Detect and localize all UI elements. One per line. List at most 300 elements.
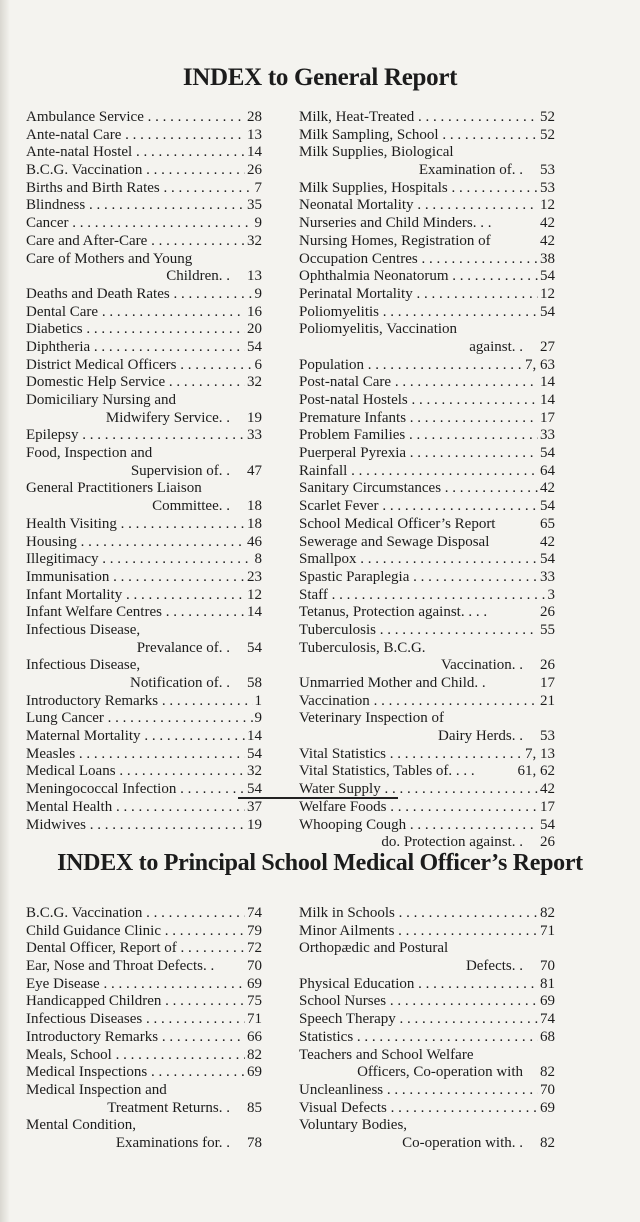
index-entry-topic: Medical Inspections . . . — [26, 1064, 262, 1082]
index-entry — [26, 958, 262, 976]
index-entry — [26, 180, 262, 198]
index-entry-page: 33 — [247, 427, 262, 444]
index-entry-topic: Ante-natal Hostel . . . — [26, 144, 262, 162]
index-entry-page: 69 — [247, 1064, 262, 1081]
index-entry — [299, 569, 555, 587]
index-entry — [26, 763, 262, 781]
index-entry-page: 13 — [247, 268, 262, 285]
index-entry-topic: Infant Mortality . . . — [26, 587, 262, 605]
index-entry-page: 26 — [540, 834, 555, 851]
index-entry-topic: Officers, Co-operation with — [357, 1064, 523, 1081]
index-entry — [299, 551, 555, 569]
index-entry-page: 33 — [540, 427, 555, 444]
index-entry-topic: Committee. . — [152, 498, 230, 515]
index-entry-page: 69 — [247, 975, 262, 992]
index-entry-page: 85 — [247, 1099, 262, 1116]
index-entry-topic: Sewerage and Sewage Disposal — [299, 533, 490, 550]
index-entry — [299, 233, 555, 251]
school-index-left-column — [26, 905, 262, 1153]
index-entry — [26, 357, 262, 375]
index-entry-topic: Tuberculosis . . . — [299, 622, 555, 640]
index-entry — [299, 516, 555, 534]
index-entry — [299, 693, 555, 711]
index-entry-page: 66 — [247, 1028, 262, 1045]
index-entry-topic: Nurseries and Child Minders. . . — [299, 215, 492, 232]
index-entry-page: 23 — [247, 568, 262, 585]
index-entry-topic: Speech Therapy . . . — [299, 1011, 555, 1029]
index-entry-page: 82 — [540, 1064, 555, 1081]
index-entry-topic: Epilepsy . . . — [26, 427, 262, 445]
index-entry-topic: Premature Infants . . . — [299, 410, 555, 428]
index-entry-page: 68 — [540, 1028, 555, 1045]
index-entry — [26, 923, 262, 941]
index-entry-topic: Veterinary Inspection of — [299, 710, 444, 727]
index-entry-topic: Milk Sampling, School . . . — [299, 127, 555, 145]
index-entry — [26, 1011, 262, 1029]
index-entry-topic: Health Visiting . . . — [26, 516, 262, 534]
index-entry-topic: Whooping Cough . . . — [299, 817, 555, 835]
index-entry — [299, 817, 555, 835]
index-entry-topic: Handicapped Children . . . — [26, 993, 262, 1011]
index-entry-page: 54 — [247, 745, 262, 762]
index-entry-page: 70 — [540, 1081, 555, 1098]
index-entry — [26, 427, 262, 445]
index-entry — [299, 480, 555, 498]
index-entry-page: 27 — [540, 338, 555, 355]
index-entry-topic: Care of Mothers and Young — [26, 250, 193, 267]
index-entry-page: 16 — [247, 303, 262, 320]
index-entry — [299, 251, 555, 269]
index-entry — [299, 799, 555, 817]
index-entry-topic: Introductory Remarks . . . — [26, 693, 262, 711]
index-entry — [26, 657, 262, 675]
index-entry-topic: Food, Inspection and — [26, 445, 153, 462]
index-entry-topic: Milk Supplies, Hospitals . . . — [299, 180, 555, 198]
index-entry — [299, 587, 555, 605]
index-entry — [299, 268, 555, 286]
index-entry-topic: Tuberculosis, B.C.G. — [299, 639, 426, 656]
index-entry — [26, 799, 262, 817]
index-entry-page: 70 — [540, 958, 555, 975]
index-entry — [26, 321, 262, 339]
index-entry — [26, 993, 262, 1011]
index-entry-page: 1 — [254, 692, 262, 709]
index-entry — [26, 693, 262, 711]
index-entry — [26, 1047, 262, 1065]
index-entry-topic: Dental Care . . . — [26, 304, 262, 322]
index-entry — [26, 587, 262, 605]
index-entry — [299, 604, 555, 622]
index-entry-page: 70 — [247, 958, 262, 975]
index-entry-page: 19 — [247, 409, 262, 426]
index-entry — [26, 746, 262, 764]
index-entry-page: 74 — [540, 1011, 555, 1028]
index-entry — [26, 374, 262, 392]
index-entry-topic: Treatment Returns. . — [107, 1099, 230, 1116]
index-entry — [26, 905, 262, 923]
index-entry — [26, 1029, 262, 1047]
index-entry-page: 12 — [247, 586, 262, 603]
index-entry — [299, 763, 555, 781]
index-entry-topic: Deaths and Death Rates . . . — [26, 286, 262, 304]
index-entry-page: 7, 13 — [525, 745, 555, 762]
index-entry — [299, 374, 555, 392]
index-entry-topic: Domiciliary Nursing and — [26, 392, 176, 408]
index-entry-topic: Eye Disease . . . — [26, 976, 262, 994]
index-entry-topic: School Nurses . . . — [299, 993, 555, 1011]
index-entry-page: 54 — [540, 498, 555, 515]
index-entry-topic: B.C.G. Vaccination . . . — [26, 905, 262, 923]
index-entry-topic: Smallpox . . . — [299, 551, 555, 569]
index-entry-page: 7 — [254, 179, 262, 196]
index-entry-topic: Milk, Heat-Treated . . . — [299, 109, 555, 127]
index-entry-topic: Diabetics . . . — [26, 321, 262, 339]
index-entry-page: 28 — [247, 109, 262, 125]
index-entry-topic: Physical Education . . . — [299, 976, 555, 994]
index-entry-topic: Supervision of. . — [130, 462, 230, 479]
index-entry-topic: Prevalance of. . — [136, 639, 230, 656]
index-entry-topic: Puerperal Pyrexia . . . — [299, 445, 555, 463]
index-entry — [299, 657, 555, 675]
index-entry — [299, 144, 555, 162]
index-entry-page: 79 — [247, 922, 262, 939]
index-entry — [26, 410, 262, 428]
index-entry-topic: Ambulance Service . . . — [26, 109, 262, 127]
index-entry — [26, 817, 262, 835]
index-entry — [26, 728, 262, 746]
index-entry-topic: Lung Cancer . . . — [26, 710, 262, 728]
general-index-right-column — [299, 109, 555, 852]
index-entry-topic: Rainfall . . . — [299, 463, 555, 481]
index-entry-page: 14 — [540, 392, 555, 408]
index-entry-page: 54 — [247, 639, 262, 656]
index-entry-topic: District Medical Officers . . . — [26, 357, 262, 375]
index-entry-page: 18 — [247, 515, 262, 532]
index-entry — [299, 958, 555, 976]
index-entry-page: 14 — [247, 144, 262, 161]
index-entry-topic: Mental Condition, — [26, 1117, 136, 1134]
index-entry — [26, 197, 262, 215]
index-entry-topic: against. . — [469, 338, 523, 355]
index-entry-page: 38 — [540, 250, 555, 267]
index-entry-topic: Examinations for. . — [115, 1134, 230, 1151]
index-entry-page: 72 — [247, 940, 262, 957]
index-entry — [26, 1117, 262, 1135]
index-entry-page: 75 — [247, 993, 262, 1010]
index-entry-topic: Domestic Help Service . . . — [26, 374, 262, 392]
index-entry — [299, 197, 555, 215]
index-entry-page: 61, 62 — [517, 763, 555, 780]
index-entry-topic: Care and After-Care . . . — [26, 233, 262, 251]
index-entry — [299, 710, 555, 728]
index-entry-topic: Mental Health . . . — [26, 799, 262, 817]
index-entry-topic: Cancer . . . — [26, 215, 262, 233]
index-entry-page: 26 — [247, 162, 262, 179]
index-entry — [26, 286, 262, 304]
index-entry — [299, 1135, 555, 1153]
index-entry-page: 71 — [540, 922, 555, 939]
index-entry-page: 32 — [247, 763, 262, 780]
index-entry-page: 18 — [247, 498, 262, 515]
index-entry-topic: Immunisation . . . — [26, 569, 262, 587]
index-entry-page: 69 — [540, 993, 555, 1010]
index-entry — [299, 357, 555, 375]
index-entry-topic: Infectious Diseases . . . — [26, 1011, 262, 1029]
index-entry — [26, 162, 262, 180]
index-entry-page: 82 — [540, 905, 555, 921]
index-entry-topic: Welfare Foods . . . — [299, 799, 555, 817]
index-entry — [26, 304, 262, 322]
index-entry-topic: Post-natal Care . . . — [299, 374, 555, 392]
index-entry — [299, 286, 555, 304]
index-entry-topic: Births and Birth Rates . . . — [26, 180, 262, 198]
index-entry — [26, 251, 262, 269]
index-entry — [26, 109, 262, 127]
index-entry-topic: Measles . . . — [26, 746, 262, 764]
index-entry-topic: Spastic Paraplegia . . . — [299, 569, 555, 587]
index-entry-page: 53 — [540, 728, 555, 745]
index-entry-page: 26 — [540, 657, 555, 674]
index-entry-page: 46 — [247, 533, 262, 550]
index-entry-page: 14 — [540, 374, 555, 391]
index-entry — [26, 622, 262, 640]
index-entry-page: 17 — [540, 409, 555, 426]
index-entry — [299, 498, 555, 516]
index-entry-topic: Milk Supplies, Biological — [299, 144, 454, 161]
school-report-index-title: INDEX to Principal School Medical Officer’s Report — [57, 850, 583, 876]
index-entry-topic: Post-natal Hostels . . . — [299, 392, 555, 410]
index-entry-topic: Problem Families . . . — [299, 427, 555, 445]
index-entry-topic: Ante-natal Care . . . — [26, 127, 262, 145]
index-entry-topic: Meals, School . . . — [26, 1047, 262, 1065]
index-entry-page: 54 — [540, 445, 555, 462]
index-entry-topic: Voluntary Bodies, — [299, 1117, 408, 1134]
index-entry-topic: Child Guidance Clinic . . . — [26, 923, 262, 941]
index-entry-page: 37 — [247, 798, 262, 815]
index-entry — [299, 463, 555, 481]
index-entry-page: 42 — [540, 781, 555, 798]
index-entry-topic: Water Supply . . . — [299, 781, 555, 799]
index-entry-topic: Housing . . . — [26, 534, 262, 552]
index-entry — [299, 993, 555, 1011]
index-entry-topic: Vital Statistics . . . — [299, 746, 555, 764]
index-entry-page: 54 — [540, 268, 555, 285]
index-entry — [26, 1135, 262, 1153]
index-entry-page: 8 — [254, 551, 262, 568]
index-entry — [299, 215, 555, 233]
index-entry-page: 74 — [247, 905, 262, 921]
index-entry-topic: Illegitimacy . . . — [26, 551, 262, 569]
index-entry-topic: Orthopædic and Postural — [299, 940, 449, 957]
index-entry — [26, 215, 262, 233]
index-entry — [299, 1100, 555, 1118]
index-entry — [299, 339, 555, 357]
index-entry — [26, 516, 262, 534]
index-entry — [26, 1100, 262, 1118]
index-entry — [26, 940, 262, 958]
index-entry — [26, 463, 262, 481]
index-entry-topic: Scarlet Fever . . . — [299, 498, 555, 516]
index-entry-topic: Occupation Centres . . . — [299, 251, 555, 269]
index-entry-page: 54 — [247, 781, 262, 798]
index-entry — [299, 392, 555, 410]
index-entry-topic: Visual Defects . . . — [299, 1100, 555, 1118]
page-binding-edge — [0, 0, 10, 1222]
index-entry — [26, 640, 262, 658]
index-entry-page: 82 — [540, 1134, 555, 1151]
index-entry-topic: Infectious Disease, — [26, 657, 141, 674]
index-entry — [26, 976, 262, 994]
index-entry-topic: Statistics . . . — [299, 1029, 555, 1047]
index-entry — [299, 1082, 555, 1100]
index-entry — [299, 976, 555, 994]
index-entry-page: 53 — [540, 162, 555, 179]
index-entry — [26, 480, 262, 498]
index-entry-page: 65 — [540, 515, 555, 532]
index-entry — [299, 180, 555, 198]
index-entry-page: 14 — [247, 604, 262, 621]
index-entry-page: 33 — [540, 568, 555, 585]
index-entry-topic: Blindness . . . — [26, 197, 262, 215]
index-entry-topic: Nursing Homes, Registration of — [299, 232, 491, 249]
index-entry-topic: Meningococcal Infection . . . — [26, 781, 262, 799]
index-entry-topic: Dairy Herds. . — [438, 728, 523, 745]
index-entry-page: 42 — [540, 215, 555, 232]
index-entry — [26, 268, 262, 286]
index-entry-topic: Introductory Remarks . . . — [26, 1029, 262, 1047]
index-entry — [26, 710, 262, 728]
index-entry — [299, 1117, 555, 1135]
index-entry-page: 3 — [547, 586, 555, 603]
index-entry — [299, 622, 555, 640]
index-entry-page: 21 — [540, 692, 555, 709]
index-entry-page: 7, 63 — [525, 356, 555, 373]
index-entry-page: 9 — [254, 215, 262, 232]
index-entry-page: 6 — [254, 356, 262, 373]
index-entry-topic: Co-operation with. . — [402, 1134, 523, 1151]
index-entry — [299, 445, 555, 463]
index-entry-page: 35 — [247, 197, 262, 214]
index-entry — [26, 233, 262, 251]
index-entry-topic: Midwives . . . — [26, 817, 262, 835]
index-entry — [26, 604, 262, 622]
index-entry-page: 14 — [247, 728, 262, 745]
general-index-left-column — [26, 109, 262, 834]
index-entry — [299, 675, 555, 693]
index-entry-topic: Vaccination . . . — [299, 693, 555, 711]
index-entry-page: 82 — [247, 1046, 262, 1063]
index-entry-topic: Notification of. . — [130, 675, 230, 691]
index-entry-page: 42 — [540, 480, 555, 497]
index-entry-page: 9 — [254, 285, 262, 302]
index-entry — [26, 675, 262, 693]
index-entry-topic: Vaccination. . — [440, 657, 523, 674]
index-entry — [299, 321, 555, 339]
index-entry-topic: School Medical Officer’s Report — [299, 515, 496, 532]
index-entry — [299, 746, 555, 764]
index-entry-page: 13 — [247, 126, 262, 143]
index-entry — [299, 1029, 555, 1047]
general-report-index-title: INDEX to General Report — [182, 64, 458, 91]
index-entry-topic: Perinatal Mortality . . . — [299, 286, 555, 304]
index-entry-page: 26 — [540, 604, 555, 621]
index-entry-page: 19 — [247, 816, 262, 833]
index-entry-page: 32 — [247, 232, 262, 249]
index-entry — [26, 339, 262, 357]
index-entry — [299, 728, 555, 746]
index-entry-page: 42 — [540, 232, 555, 249]
index-entry — [299, 640, 555, 658]
index-entry-topic: Population . . . — [299, 357, 555, 375]
index-entry-page: 64 — [540, 462, 555, 479]
index-entry-page: 71 — [247, 1011, 262, 1028]
index-entry-page: 47 — [247, 462, 262, 479]
index-entry — [26, 551, 262, 569]
index-entry — [299, 127, 555, 145]
index-entry-page: 54 — [247, 338, 262, 355]
index-entry-topic: Midwifery Service. . — [105, 409, 230, 426]
school-index-right-column — [299, 905, 555, 1153]
index-entry-topic: Poliomyelitis . . . — [299, 304, 555, 322]
index-entry — [299, 1047, 555, 1065]
index-entry — [299, 162, 555, 180]
index-entry-page: 20 — [247, 321, 262, 338]
index-entry-topic: Vital Statistics, Tables of. . . . — [299, 763, 475, 780]
index-entry-page: 81 — [540, 975, 555, 992]
index-entry-page: 17 — [540, 798, 555, 815]
index-entry-topic: Sanitary Circumstances . . . — [299, 480, 555, 498]
index-entry — [299, 1064, 555, 1082]
index-entry-page: 78 — [247, 1134, 262, 1151]
index-entry — [299, 1011, 555, 1029]
index-entry-page: 12 — [540, 285, 555, 302]
index-entry — [26, 534, 262, 552]
index-entry-page: 53 — [540, 179, 555, 196]
index-entry-page: 52 — [540, 109, 555, 125]
index-entry-page: 12 — [540, 197, 555, 214]
index-entry — [299, 905, 555, 923]
index-entry — [299, 427, 555, 445]
index-entry-topic: Examination of. . — [418, 162, 523, 179]
index-entry-page: 54 — [540, 816, 555, 833]
index-entry-page: 52 — [540, 126, 555, 143]
index-entry-topic: Medical Inspection and — [26, 1081, 167, 1098]
index-entry-page: 58 — [247, 675, 262, 691]
index-entry-topic: Teachers and School Welfare — [299, 1046, 474, 1063]
index-entry-topic: Diphtheria . . . — [26, 339, 262, 357]
index-entry — [26, 445, 262, 463]
index-entry-topic: Uncleanliness . . . — [299, 1082, 555, 1100]
index-entry-topic: Unmarried Mother and Child. . — [299, 675, 486, 691]
index-entry — [26, 1082, 262, 1100]
index-entry-topic: do. Protection against. . — [381, 834, 523, 851]
index-entry — [26, 569, 262, 587]
index-entry-page: 69 — [540, 1099, 555, 1116]
index-entry-topic: Children. . — [166, 268, 230, 285]
index-entry-page: 42 — [540, 533, 555, 550]
index-entry-topic: Staff . . . — [299, 587, 555, 605]
index-entry-page: 54 — [540, 551, 555, 568]
index-entry — [26, 781, 262, 799]
index-entry-topic: Maternal Mortality . . . — [26, 728, 262, 746]
index-entry — [26, 498, 262, 516]
index-entry-topic: B.C.G. Vaccination . . . — [26, 162, 262, 180]
index-entry-topic: Infectious Disease, — [26, 621, 141, 638]
index-entry-topic: Defects. . — [465, 958, 523, 975]
index-entry — [26, 392, 262, 410]
index-entry-topic: Poliomyelitis, Vaccination — [299, 321, 458, 338]
index-entry — [299, 923, 555, 941]
